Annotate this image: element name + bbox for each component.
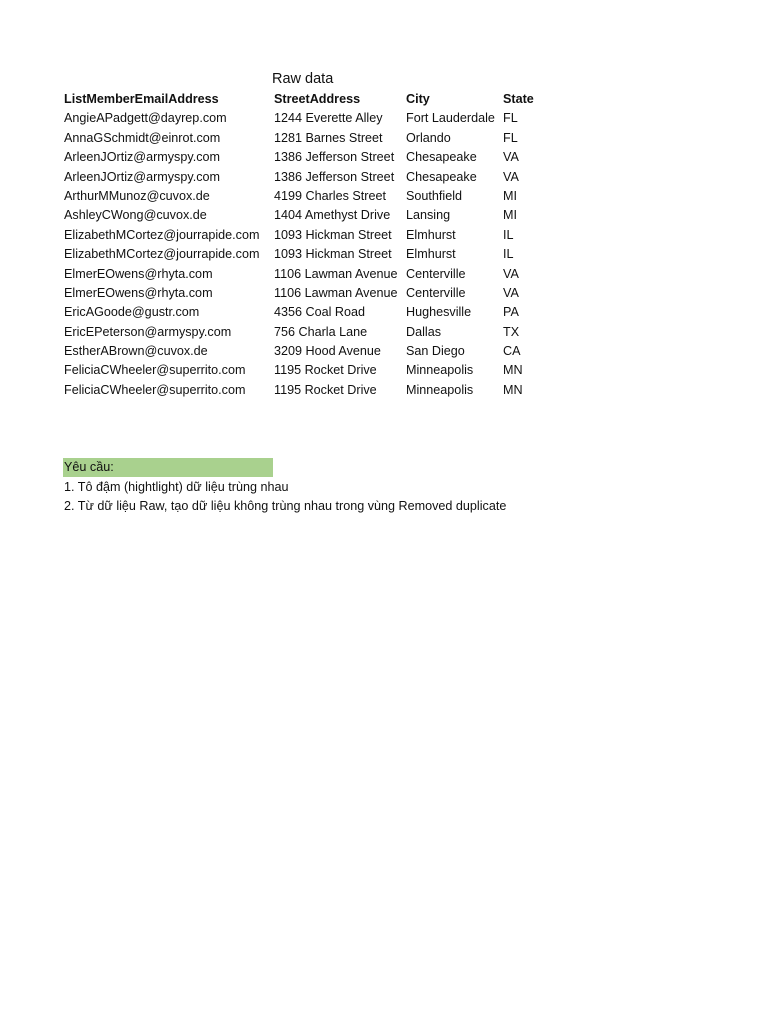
cell-state[interactable]: IL <box>503 247 514 262</box>
cell-state[interactable]: VA <box>503 266 519 281</box>
cell-email[interactable]: EstherABrown@cuvox.de <box>64 344 208 359</box>
cell-email[interactable]: ElmerEOwens@rhyta.com <box>64 266 213 281</box>
cell-street-address[interactable]: 1281 Barnes Street <box>274 130 383 145</box>
cell-street-address[interactable]: 1386 Jefferson Street <box>274 150 395 165</box>
requirement-item-1[interactable]: 1. Tô đậm (hightlight) dữ liệu trùng nhau <box>64 480 289 494</box>
cell-city[interactable]: Minneapolis <box>406 363 474 378</box>
cell-city[interactable]: Minneapolis <box>406 382 474 397</box>
cell-state[interactable]: MI <box>503 188 517 203</box>
cell-city[interactable]: Orlando <box>406 130 451 145</box>
cell-city[interactable]: Southfield <box>406 188 463 203</box>
cell-street-address[interactable]: 1106 Lawman Avenue <box>274 266 398 281</box>
header-city[interactable]: City <box>406 92 430 106</box>
cell-street-address[interactable]: 1404 Amethyst Drive <box>274 208 391 223</box>
cell-street-address[interactable]: 1195 Rocket Drive <box>274 382 377 397</box>
cell-city[interactable]: Lansing <box>406 208 451 223</box>
cell-state[interactable]: IL <box>503 227 514 242</box>
cell-city[interactable]: Elmhurst <box>406 227 456 242</box>
cell-email[interactable]: EricAGoode@gustr.com <box>64 305 200 320</box>
cell-email[interactable]: ArthurMMunoz@cuvox.de <box>64 188 210 203</box>
cell-street-address[interactable]: 1093 Hickman Street <box>274 247 392 262</box>
cell-state[interactable]: VA <box>503 169 519 184</box>
cell-street-address[interactable]: 4356 Coal Road <box>274 305 366 320</box>
cell-state[interactable]: VA <box>503 285 519 300</box>
sheet-title: Raw data <box>272 71 334 87</box>
cell-state[interactable]: FL <box>503 111 518 126</box>
cell-city[interactable]: Centerville <box>406 266 466 281</box>
cell-email[interactable]: EricEPeterson@armyspy.com <box>64 324 232 339</box>
cell-state[interactable]: VA <box>503 150 519 165</box>
cell-street-address[interactable]: 756 Charla Lane <box>274 324 368 339</box>
requirements-list <box>64 478 506 517</box>
cell-city[interactable]: Hughesville <box>406 305 472 320</box>
cell-email[interactable]: ArleenJOrtiz@armyspy.com <box>64 150 221 165</box>
cell-email[interactable]: ElizabethMCortez@jourrapide.com <box>64 247 260 262</box>
header-street-address[interactable]: StreetAddress <box>274 92 361 106</box>
cell-state[interactable]: CA <box>503 344 521 359</box>
cell-street-address[interactable]: 1195 Rocket Drive <box>274 363 377 378</box>
cell-email[interactable]: FeliciaCWheeler@superrito.com <box>64 382 246 397</box>
cell-email[interactable]: FeliciaCWheeler@superrito.com <box>64 363 246 378</box>
cell-street-address[interactable]: 1106 Lawman Avenue <box>274 285 398 300</box>
cell-street-address[interactable]: 3209 Hood Avenue <box>274 344 381 359</box>
cell-city[interactable]: Elmhurst <box>406 247 456 262</box>
header-state[interactable]: State <box>503 92 534 106</box>
cell-state[interactable]: TX <box>503 324 520 339</box>
cell-state[interactable]: MN <box>503 382 523 397</box>
cell-street-address[interactable]: 1093 Hickman Street <box>274 227 392 242</box>
requirement-item-2[interactable]: 2. Từ dữ liệu Raw, tạo dữ liệu không trùng nhau trong vùng Removed duplicate <box>64 499 507 514</box>
cell-email[interactable]: ElizabethMCortez@jourrapide.com <box>64 227 260 242</box>
cell-state[interactable]: FL <box>503 130 518 145</box>
cell-city[interactable]: Dallas <box>406 324 441 339</box>
cell-city[interactable]: Chesapeake <box>406 150 477 165</box>
cell-city[interactable]: Fort Lauderdale <box>406 111 495 126</box>
cell-email[interactable]: ElmerEOwens@rhyta.com <box>64 285 213 300</box>
requirements-label[interactable]: Yêu cầu: <box>63 458 273 477</box>
cell-state[interactable]: MN <box>503 363 523 378</box>
cell-street-address[interactable]: 1244 Everette Alley <box>274 111 383 126</box>
cell-email[interactable]: ArleenJOrtiz@armyspy.com <box>64 169 221 184</box>
header-email[interactable]: ListMemberEmailAddress <box>64 92 219 106</box>
cell-city[interactable]: Chesapeake <box>406 169 477 184</box>
cell-street-address[interactable]: 1386 Jefferson Street <box>274 169 395 184</box>
cell-city[interactable]: Centerville <box>406 285 466 300</box>
cell-email[interactable]: AshleyCWong@cuvox.de <box>64 208 207 223</box>
cell-state[interactable]: MI <box>503 208 517 223</box>
cell-city[interactable]: San Diego <box>406 344 465 359</box>
cell-email[interactable]: AngieAPadgett@dayrep.com <box>64 111 227 126</box>
cell-email[interactable]: AnnaGSchmidt@einrot.com <box>64 130 221 145</box>
cell-street-address[interactable]: 4199 Charles Street <box>274 188 387 203</box>
cell-state[interactable]: PA <box>503 305 519 320</box>
